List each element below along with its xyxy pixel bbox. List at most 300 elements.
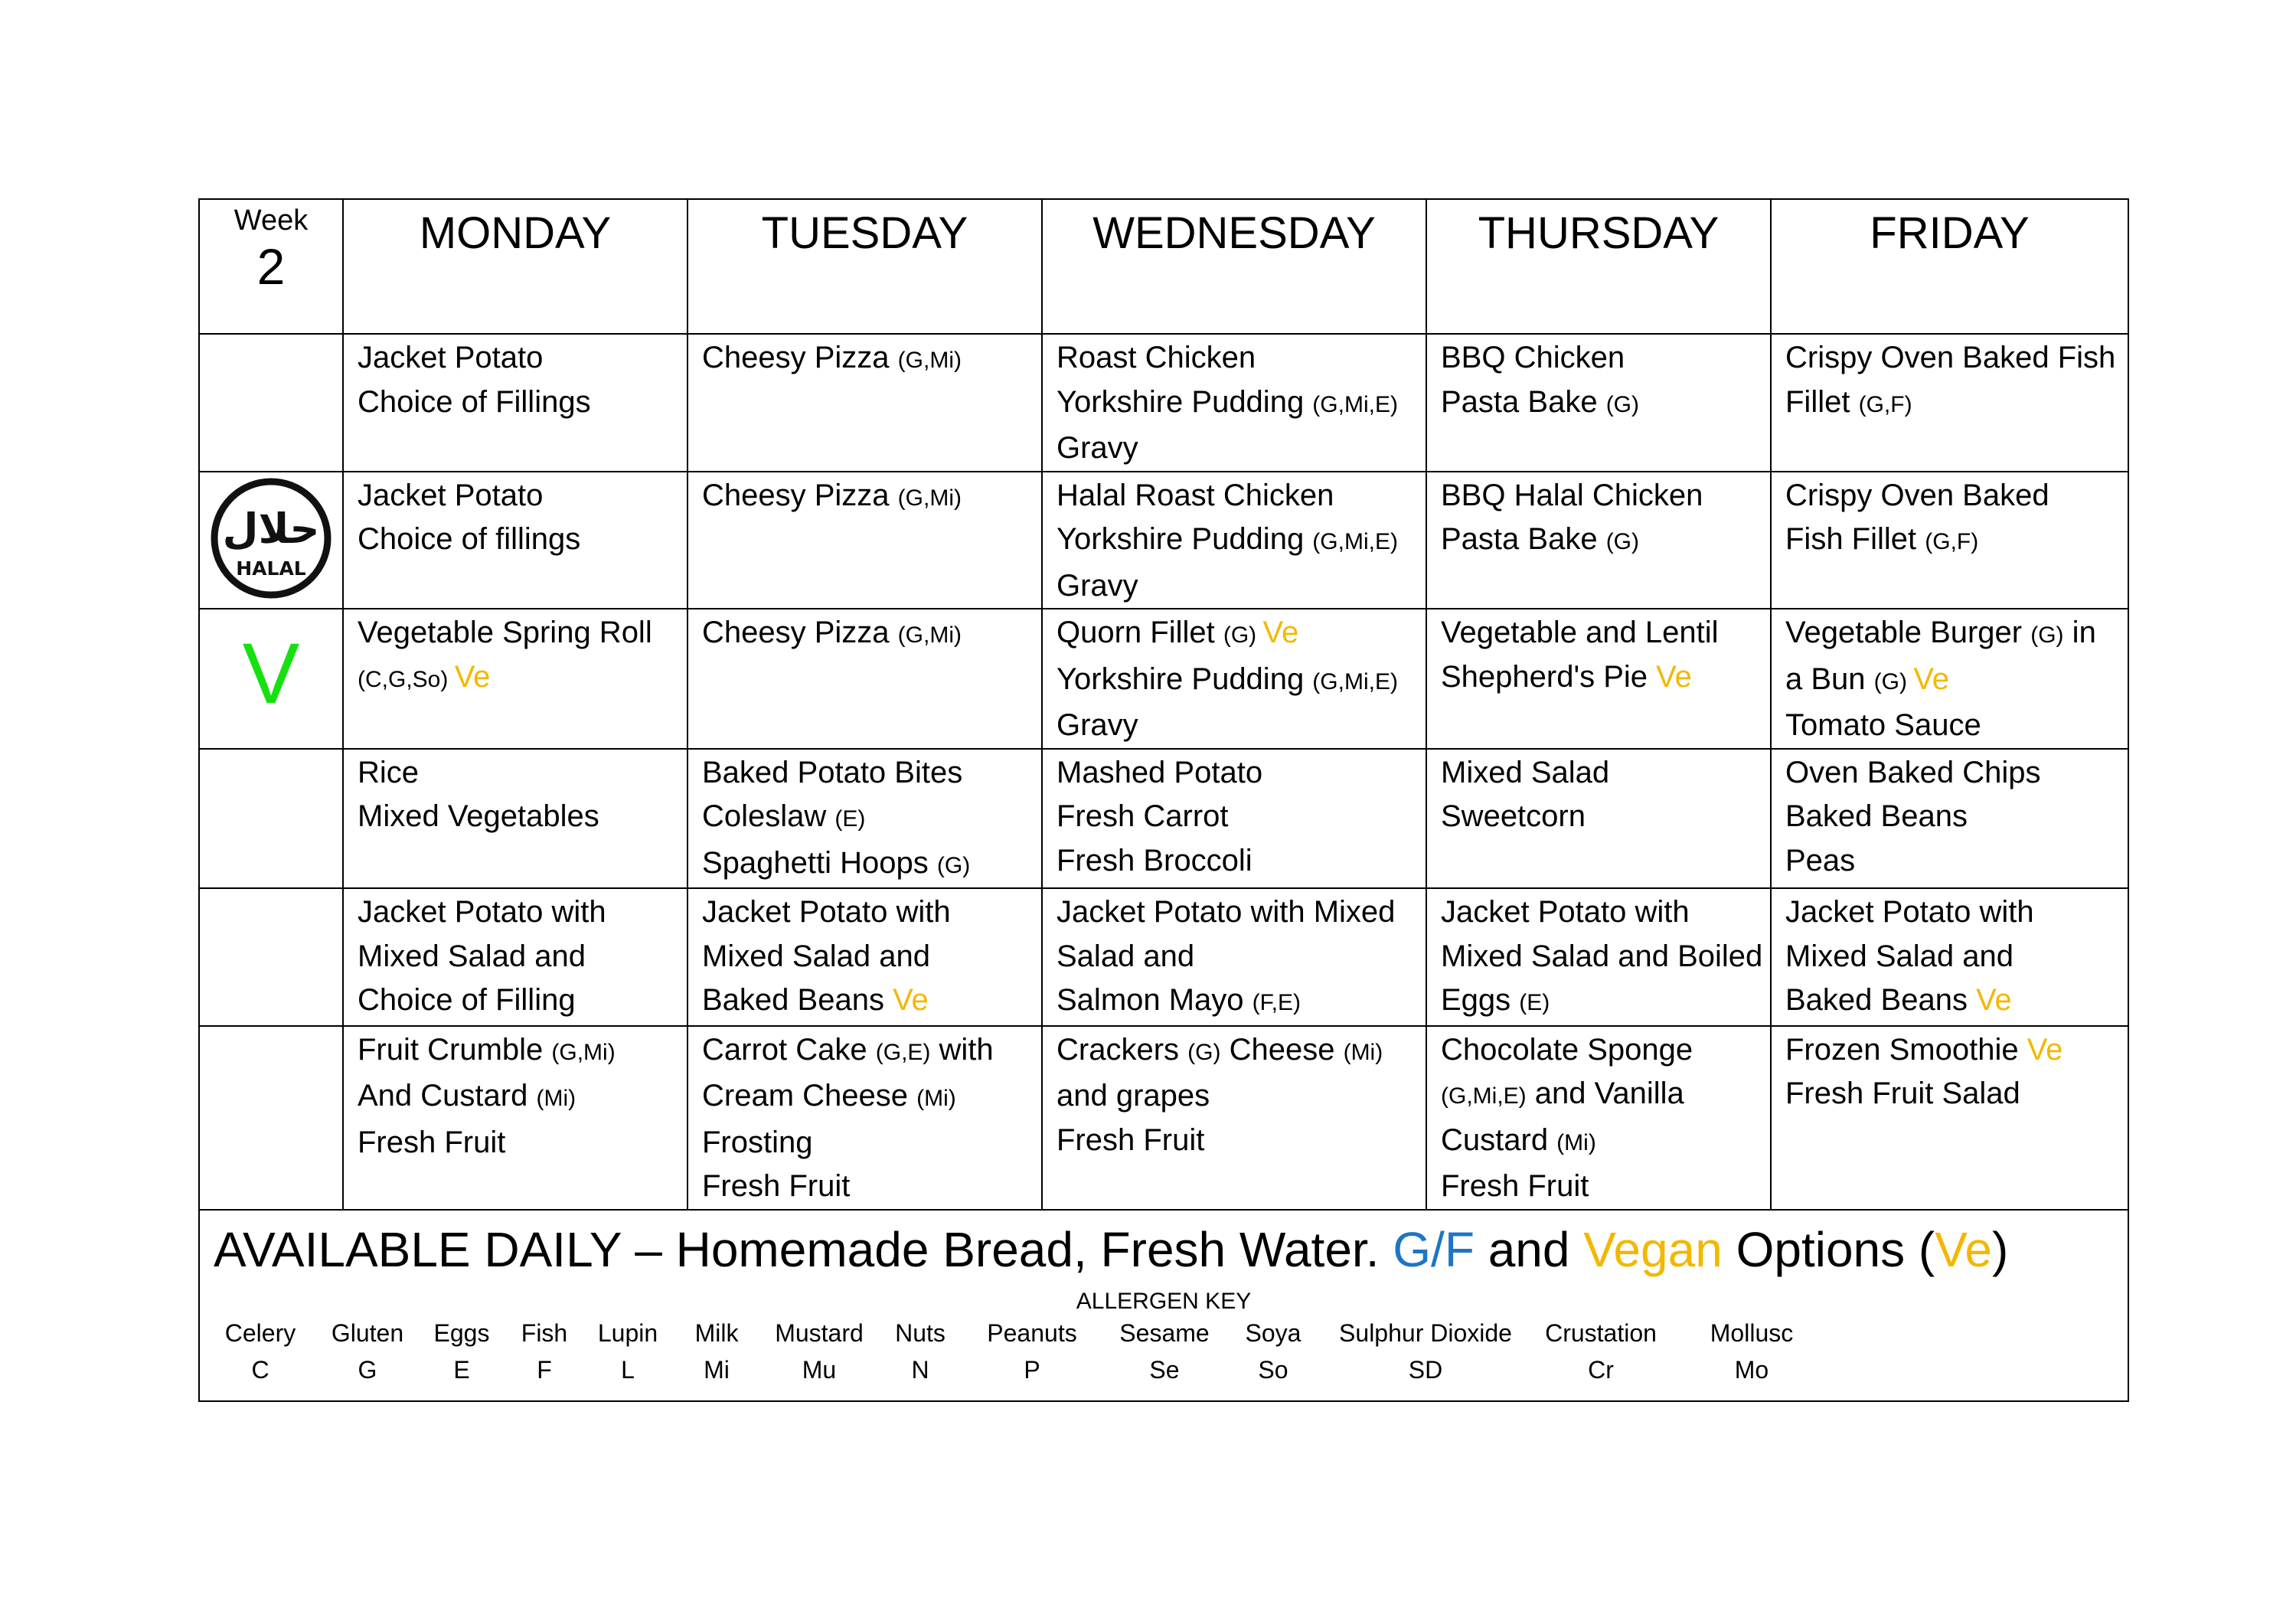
item-text: Choice of Filling [358, 983, 576, 1017]
allergen-code-key: Se [1149, 1355, 1180, 1384]
menu-item-list [1427, 750, 1770, 839]
menu-item-list [344, 472, 687, 562]
item-text: Fish Fillet [1785, 522, 1925, 556]
menu-item [702, 336, 1030, 383]
menu-cell-thursday [1426, 334, 1771, 472]
menu-cell-thursday [1426, 749, 1771, 889]
menu-item-list [688, 472, 1041, 521]
menu-item [1441, 751, 1759, 796]
menu-item-list [688, 889, 1041, 1023]
day-thursday: THURSDAY [1426, 199, 1771, 334]
menu-cell-monday [343, 1026, 687, 1210]
allergen-code-key: E [453, 1355, 470, 1384]
menu-item [1785, 839, 2117, 884]
vegan-marker: Ve [1913, 662, 1950, 696]
menu-cell-wednesday [1042, 1026, 1426, 1210]
menu-item [702, 1165, 1030, 1209]
menu-item [1057, 751, 1415, 796]
row-icon-cell [199, 609, 343, 749]
menu-item-list [344, 750, 687, 839]
menu-item [1785, 1028, 2117, 1073]
menu-cell-thursday [1426, 609, 1771, 749]
menu-item [1441, 1028, 1759, 1073]
item-text: Jacket Potato with Mixed [1057, 895, 1396, 929]
menu-item [1441, 935, 1763, 979]
menu-item [358, 751, 676, 796]
allergen-code: (Mi) [916, 1086, 956, 1111]
menu-item [702, 841, 1030, 888]
allergen-name: Mustard [775, 1318, 864, 1347]
allergen-name: Peanuts [987, 1318, 1077, 1347]
week-label: Week [234, 204, 309, 237]
item-text: Mixed Salad and [1785, 939, 2013, 973]
allergen-code: (C,G,So) [358, 666, 455, 692]
menu-cell-friday [1771, 749, 2128, 889]
menu-item [358, 611, 676, 655]
menu-cell-friday [1771, 888, 2128, 1026]
item-text: Mixed Salad and [358, 939, 586, 973]
menu-item-list [344, 335, 687, 424]
allergen-code: (G) [1873, 668, 1914, 694]
allergen-code: (G,Mi) [897, 348, 962, 373]
menu-item-list [344, 609, 687, 701]
gf-label: G/F [1393, 1221, 1475, 1277]
menu-cell-friday [1771, 472, 2128, 609]
allergen-code: (G) [1605, 529, 1640, 554]
menu-cell-tuesday [687, 888, 1042, 1026]
row-icon-cell [199, 1026, 343, 1210]
day-friday: FRIDAY [1771, 199, 2128, 334]
day-wednesday: WEDNESDAY [1042, 199, 1426, 334]
allergen-code: (G) [936, 852, 971, 878]
menu-item [1785, 518, 2117, 564]
allergen-code: (G) [1223, 622, 1263, 648]
item-text: Yorkshire Pudding [1057, 384, 1313, 419]
item-text: Halal Roast Chicken [1057, 478, 1334, 512]
item-text: Salad and [1057, 939, 1195, 973]
week-cell [199, 199, 343, 334]
menu-item [1057, 426, 1415, 471]
vegan-label: Vegan [1583, 1221, 1723, 1277]
halal-label-text: HALAL [236, 557, 306, 580]
menu-item [1057, 704, 1415, 748]
allergen-name: Soya [1245, 1318, 1302, 1347]
menu-row-halal [199, 472, 2128, 609]
menu-cell-friday [1771, 609, 2128, 749]
menu-row-dessert [199, 1026, 2128, 1210]
item-text: and Vanilla [1526, 1077, 1684, 1110]
item-text: Fresh Fruit [1441, 1169, 1589, 1203]
menu-item [358, 381, 676, 425]
item-text: Shepherd's Pie [1441, 659, 1657, 694]
menu-item-list [1772, 889, 2128, 1023]
header-row [199, 199, 2128, 334]
menu-cell-thursday [1426, 1026, 1771, 1210]
allergen-code-key: So [1258, 1355, 1288, 1384]
allergen-code: (Mi) [1556, 1129, 1596, 1155]
allergen-name: Gluten [331, 1318, 404, 1347]
allergen-code-key: SD [1408, 1355, 1443, 1384]
item-text: Custard [1441, 1122, 1557, 1157]
item-text: Peas [1785, 843, 1856, 877]
item-text: Choice of fillings [358, 522, 581, 556]
menu-item [1057, 839, 1415, 884]
allergen-code: (G,Mi,E) [1441, 1083, 1527, 1109]
allergen-code: (Mi) [1343, 1039, 1383, 1065]
row-icon-cell [199, 472, 343, 609]
vegan-marker: Ve [1976, 983, 2012, 1017]
halal-arabic-text: حلال [222, 504, 320, 553]
allergen-name: Nuts [895, 1318, 946, 1347]
menu-item [358, 1121, 676, 1165]
item-text: Jacket Potato [358, 478, 544, 512]
item-text: Baked Beans [1785, 983, 1977, 1017]
menu-item [358, 935, 676, 979]
allergen-code: (G,Mi) [551, 1039, 616, 1065]
allergen-code: (G,F) [1858, 391, 1912, 417]
item-text: Vegetable and Lentil [1441, 616, 1719, 649]
item-text: Baked Beans [1785, 799, 1968, 833]
allergen-names-row [214, 1319, 2114, 1356]
item-text: Mixed Salad [1441, 755, 1610, 789]
menu-item [1441, 474, 1759, 518]
allergen-name: Sesame [1119, 1318, 1210, 1347]
allergen-code: (G,E) [875, 1039, 931, 1065]
allergen-code-key: F [537, 1355, 552, 1384]
item-text: Carrot Cake [702, 1032, 876, 1067]
menu-item [1441, 1119, 1759, 1165]
menu-cell-tuesday [687, 1026, 1042, 1210]
allergen-code: (G,Mi) [897, 622, 962, 648]
item-text: Yorkshire Pudding [1057, 662, 1313, 696]
item-text: Vegetable Spring Roll [358, 616, 652, 649]
vegan-marker: Ve [893, 983, 929, 1017]
menu-cell-monday [343, 749, 687, 889]
menu-row-sides [199, 749, 2128, 889]
menu-item-list [1043, 472, 1426, 609]
menu-cell-tuesday [687, 472, 1042, 609]
item-text: Roast Chicken [1057, 341, 1256, 374]
row-icon-cell [199, 749, 343, 889]
item-text: Jacket Potato with [1785, 895, 2034, 929]
menu-item [1441, 381, 1759, 427]
close-paren: ) [1991, 1221, 2009, 1277]
menu-item [702, 1074, 1030, 1121]
menu-item [702, 890, 1030, 935]
item-text: in [2063, 616, 2096, 649]
allergen-code-key: C [251, 1355, 269, 1384]
menu-item [1785, 704, 2117, 748]
menu-item [1785, 890, 2117, 935]
menu-item [1057, 611, 1415, 658]
menu-item-list [344, 889, 687, 1023]
item-text: Jacket Potato with [1441, 895, 1690, 929]
menu-item [1785, 474, 2117, 518]
menu-item [1057, 518, 1415, 564]
item-text: Mixed Salad and Boiled [1441, 939, 1763, 973]
item-text: Spaghetti Hoops [702, 845, 937, 880]
item-text: a Bun [1785, 662, 1874, 696]
menu-item [702, 751, 1030, 796]
item-text: Fillet [1785, 384, 1859, 419]
item-text: Baked Potato Bites [702, 755, 963, 789]
item-text: Jacket Potato with [702, 895, 951, 929]
menu-item-list [1427, 1027, 1770, 1209]
item-text: Oven Baked Chips [1785, 755, 2041, 789]
item-text: Gravy [1057, 431, 1138, 465]
item-text: Jacket Potato with [358, 895, 606, 929]
menu-item-list [688, 1027, 1041, 1209]
menu-row-main [199, 334, 2128, 472]
item-text: Fresh Fruit [1057, 1122, 1205, 1157]
item-text: Cream Cheese [702, 1079, 917, 1113]
menu-item-list [1427, 472, 1770, 564]
menu-cell-monday [343, 609, 687, 749]
menu-cell-wednesday [1042, 749, 1426, 889]
item-text: And Custard [358, 1079, 537, 1113]
menu-cell-thursday [1426, 472, 1771, 609]
menu-item [358, 795, 676, 839]
allergen-key-title: ALLERGEN KEY [1076, 1288, 1252, 1314]
item-text: Tomato Sauce [1785, 708, 1981, 742]
item-text: Coleslaw [702, 799, 835, 833]
row-icon-cell [199, 334, 343, 472]
menu-item [358, 474, 676, 518]
vegan-marker: Ve [1656, 659, 1692, 694]
menu-cell-wednesday [1042, 472, 1426, 609]
item-text: Pasta Bake [1441, 522, 1606, 556]
menu-item-list [688, 609, 1041, 658]
allergen-code: (G,Mi,E) [1312, 668, 1398, 694]
allergen-code: (G,Mi,E) [1312, 529, 1398, 554]
item-text: Fruit Crumble [358, 1032, 552, 1067]
allergen-name: Sulphur Dioxide [1339, 1318, 1512, 1347]
menu-item [1785, 795, 2117, 839]
menu-item-list [1772, 472, 2128, 564]
menu-item [1057, 658, 1415, 704]
row-icon-cell [199, 888, 343, 1026]
allergen-name: Lupin [597, 1318, 658, 1347]
allergen-code: (G,Mi,E) [1312, 391, 1398, 417]
menu-item [702, 1028, 1030, 1075]
menu-item [702, 979, 1030, 1023]
menu-item [1785, 611, 2117, 658]
menu-item-list [1772, 750, 2128, 884]
allergen-codes-row [214, 1356, 2114, 1393]
menu-item [1785, 381, 2117, 427]
menu-item [358, 518, 676, 562]
day-monday: MONDAY [343, 199, 687, 334]
item-text: Mixed Vegetables [358, 799, 599, 833]
item-text: BBQ Halal Chicken [1441, 478, 1703, 512]
menu-item [1785, 336, 2117, 381]
menu-item [358, 1074, 676, 1121]
item-text: Cheesy Pizza [702, 341, 898, 374]
menu-item [1057, 935, 1415, 979]
item-text: Crispy Oven Baked [1785, 478, 2049, 512]
menu-item [1785, 658, 2117, 704]
menu-item [702, 935, 1030, 979]
allergen-code: (G) [2030, 622, 2064, 648]
menu-item [358, 336, 676, 381]
menu-item-list [344, 1027, 687, 1165]
options-label: Options ( [1722, 1221, 1935, 1277]
menu-item [1441, 655, 1759, 700]
menu-item [702, 1121, 1030, 1165]
menu-cell-monday [343, 334, 687, 472]
menu-cell-friday [1771, 334, 2128, 472]
item-text: Mixed Salad and [702, 939, 930, 973]
item-text: Gravy [1057, 568, 1138, 603]
menu-item [1057, 890, 1415, 935]
allergen-name: Eggs [433, 1318, 490, 1347]
menu-item [1441, 1072, 1759, 1119]
menu-item-list [1772, 1027, 2128, 1116]
item-text: Crispy Oven Baked Fish [1785, 341, 2116, 374]
allergen-code-key: Cr [1588, 1355, 1614, 1384]
allergen-code: (E) [1519, 990, 1550, 1015]
item-text: Mashed Potato [1057, 755, 1263, 789]
menu-item [358, 979, 676, 1023]
menu-item-list [1043, 335, 1426, 471]
menu-item [1441, 1165, 1759, 1209]
item-text: Cheesy Pizza [702, 478, 898, 512]
allergen-code-key: G [358, 1355, 377, 1384]
menu-item-list [1043, 609, 1426, 748]
allergen-code-key: Mo [1734, 1355, 1769, 1384]
vegan-marker: Ve [454, 659, 491, 694]
item-text: Chocolate Sponge [1441, 1032, 1693, 1067]
item-text: Quorn Fillet [1057, 616, 1223, 649]
menu-cell-wednesday [1042, 888, 1426, 1026]
allergen-name: Celery [224, 1318, 296, 1347]
item-text: with [930, 1032, 994, 1067]
allergen-code: (Mi) [536, 1086, 576, 1111]
menu-item [1057, 1028, 1415, 1075]
menu-item-list [1043, 889, 1426, 1025]
menu-cell-tuesday [687, 334, 1042, 472]
menu-item [1441, 979, 1759, 1025]
menu-item [1785, 979, 2117, 1023]
day-tuesday: TUESDAY [687, 199, 1042, 334]
item-text: Frosting [702, 1125, 813, 1159]
menu-item [1441, 336, 1759, 381]
menu-cell-monday [343, 472, 687, 609]
allergen-code: (G) [1187, 1039, 1221, 1065]
item-text: Fresh Fruit [702, 1169, 851, 1203]
item-text: BBQ Chicken [1441, 341, 1625, 374]
menu-item-list [1427, 889, 1770, 1025]
item-text: Baked Beans [702, 983, 893, 1017]
menu-item-list [1427, 609, 1770, 699]
menu-table [198, 198, 2129, 1402]
menu-item [1057, 979, 1415, 1025]
menu-item [1441, 795, 1759, 839]
item-text: Cheese [1220, 1032, 1344, 1067]
vegan-marker: Ve [1262, 616, 1299, 649]
menu-item [702, 795, 1030, 841]
item-text: Yorkshire Pudding [1057, 522, 1313, 556]
menu-item-list [688, 750, 1041, 888]
menu-item [1057, 795, 1415, 839]
menu-item [358, 1028, 676, 1075]
halal-icon [210, 477, 332, 600]
allergen-name: Milk [694, 1318, 739, 1347]
menu-item-list [1772, 335, 2128, 426]
menu-item [1441, 890, 1759, 935]
allergen-code-key: N [911, 1355, 929, 1384]
week-number: 2 [256, 238, 286, 295]
available-prefix: AVAILABLE DAILY – Homemade Bread, Fresh Water. [214, 1221, 1393, 1277]
menu-item [1057, 336, 1415, 381]
menu-item [1441, 518, 1759, 564]
menu-item [1785, 935, 2117, 979]
and-label: and [1474, 1221, 1584, 1277]
allergen-code: (G,F) [1925, 529, 1979, 554]
menu-item-list [1043, 750, 1426, 884]
menu-cell-monday [343, 888, 687, 1026]
menu-item [1057, 474, 1415, 518]
menu-cell-thursday [1426, 888, 1771, 1026]
menu-cell-wednesday [1042, 334, 1426, 472]
allergen-name: Mollusc [1710, 1318, 1794, 1347]
allergen-code-key: Mu [802, 1355, 837, 1384]
item-text: Rice [358, 755, 420, 789]
allergen-code: (E) [834, 806, 866, 832]
menu-item [1057, 564, 1415, 609]
menu-item [1057, 1119, 1415, 1163]
item-text: Crackers [1057, 1032, 1188, 1067]
menu-item [1057, 381, 1415, 427]
footer-row [199, 1210, 2128, 1401]
menu-row-vegetarian [199, 609, 2128, 749]
menu-row-jacket [199, 888, 2128, 1026]
item-text: Fresh Fruit Salad [1785, 1077, 2020, 1110]
menu-item [1441, 611, 1759, 655]
ve-label: Ve [1935, 1221, 1992, 1277]
allergen-name: Fish [521, 1318, 568, 1347]
menu-cell-tuesday [687, 749, 1042, 889]
item-text: Fresh Broccoli [1057, 843, 1253, 877]
item-text: and grapes [1057, 1079, 1210, 1113]
available-daily [214, 1215, 2114, 1284]
menu-cell-wednesday [1042, 609, 1426, 749]
menu-item [1785, 751, 2117, 796]
item-text: Gravy [1057, 708, 1138, 742]
menu-item [702, 474, 1030, 521]
menu-item-list [1043, 1027, 1426, 1163]
item-text: Fresh Carrot [1057, 799, 1229, 833]
menu-item [1785, 1072, 2117, 1116]
menu-item [358, 890, 676, 935]
allergen-code-key: L [621, 1355, 635, 1384]
item-text: Salmon Mayo [1057, 983, 1253, 1017]
menu-item [358, 655, 676, 702]
allergen-name: Crustation [1545, 1318, 1657, 1347]
item-text: Choice of Fillings [358, 384, 591, 419]
menu-cell-tuesday [687, 609, 1042, 749]
menu-item-list [1427, 335, 1770, 426]
item-text: Fresh Fruit [358, 1125, 506, 1159]
vegetarian-icon: V [242, 626, 300, 721]
allergen-code: (F,E) [1252, 990, 1301, 1015]
item-text: Frozen Smoothie [1785, 1032, 2027, 1067]
menu-item-list [1772, 609, 2128, 748]
menu-item [702, 611, 1030, 658]
allergen-code: (G) [1605, 391, 1640, 417]
item-text: Sweetcorn [1441, 799, 1586, 833]
item-text: Jacket Potato [358, 341, 544, 374]
